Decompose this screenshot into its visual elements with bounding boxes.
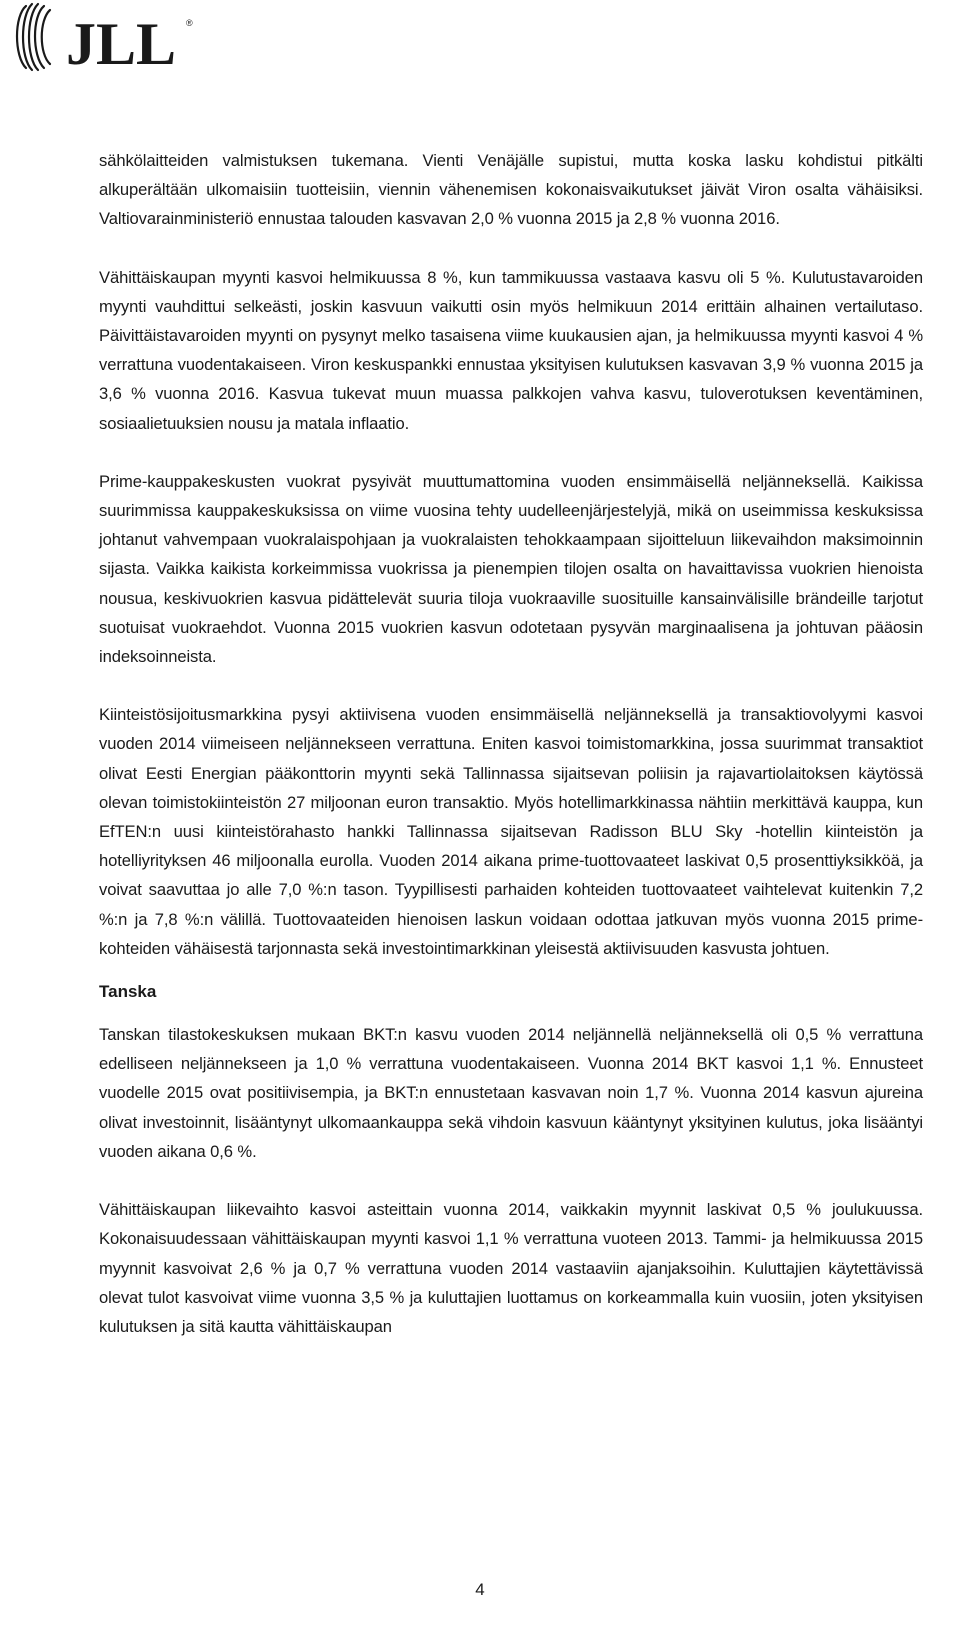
paragraph-viro-vahittaiskauppa: Vähittäiskaupan myynti kasvoi helmikuussa 8 %, kun tammikuussa vastaava kasvu oli 5 %. Kulutustavaroiden myynti vauhdittui selkeästi, joskin kasvuun vaikutti osin myös helmikuun 2014 erittäin alhainen vertailutaso. Päivittäistavaroiden myynti on pysynyt melko tasaisena viime kuukausien ajan, ja helmikuussa myynti kasvoi 4 % verrattuna vuodentakaiseen. Viron keskuspankki ennustaa yksityisen kulutuksen kasvavan 3,9 % vuonna 2015 ja 3,6 % vuonna 2016. Kasvua tukevat muun muassa palkkojen vahva kasvu, tuloverotuksen keventäminen, sosiaalietuuksien nousu ja matala inflaatio. [99,267,923,433]
paragraph-viro-kauppakeskukset: Prime-kauppakeskusten vuokrat pysyivät muuttumattomina vuoden ensimmäisellä neljänneksellä. Kaikissa suurimmissa kauppakeskuksissa on viime vuosina tehty uudelleenjärjestelyjä, mikä on useimmissa keskuksissa johtanut vahvempaan vuokralaispohjaan ja vuokralaisten tehokkaampaan sijoitteluun liikevaihdon maksimoinnin sijasta. Vaikka kaikista korkeimmissa vuokrissa ja pienempien tilojen osalta on havaittavissa vuokrien hienoista nousua, keskivuokrien kasvua pidättelevät suuria tiloja vuokraaville suosituille kansainvälisille brändeille tarjotut suotuisat vuokraehdot. Vuonna 2015 vuokrien kasvun odotetaan pysyvän marginaalisena ja johtuvan pääosin indeksoinneista. [99,471,923,667]
registered-mark: ® [186,18,193,28]
logo-wordmark: JLL [66,11,177,72]
paragraph-tanska-bkt: Tanskan tilastokeskuksen mukaan BKT:n kasvu vuoden 2014 neljännellä neljänneksellä oli 0,5 % verrattuna edelliseen neljännekseen ja 1,0 % verrattuna vuodentakaiseen. Vuonna 2014 BKT kasvoi 1,1 %. Ennusteet vuodelle 2015 ovat positiivisempia, ja BKT:n ennustetaan kasvavan noin 1,7 %. Vuonna 2014 kasvun ajureina olivat investoinnit, lisääntynyt ulkomaankauppa sekä vihdoin kasvuun kääntynyt yksityinen kulutus, joka lisääntyi vuoden aikana 0,6 %. [99,1025,923,1161]
page-number: 4 [475,1580,485,1599]
jll-logo-mark [6,2,196,72]
jll-logo [6,2,196,72]
document-body [99,146,923,1341]
paragraph-viro-sijoitusmarkkina: Kiinteistösijoitusmarkkina pysyi aktiivisena vuoden ensimmäisellä neljänneksellä ja transaktiovolyymi kasvoi vuoden 2014 viimeiseen neljännekseen verrattuna. Eniten kasvoi toimistomarkkina, jossa suurimmat transaktiot olivat Eesti Energian pääkonttorin myynti sekä Tallinnassa sijaitsevan poliisin ja rajavartiolaitoksen käytössä olevan toimistokiinteistön 27 miljoonan euron transaktio. Myös hotellimarkkinassa nähtiin merkittävä kauppa, kun EfTEN:n uusi kiinteistörahasto hankki Tallinnassa sijaitsevan Radisson BLU Sky -hotellin kiinteistön ja hotelliyrityksen 46 miljoonalla eurolla. Vuoden 2014 aikana prime-tuottovaateet laskivat 0,5 prosenttiyksikköä, ja voivat saavuttaa jo alle 7,0 %:n tason. Tyypillisesti parhaiden kohteiden tuottovaateet vaihtelevat kuitenkin 7,2 %:n ja 7,8 %:n välillä. Tuottovaateiden hienoisen laskun voidaan odottaa jatkuvan myös vuonna 2015 prime-kohteiden vähäisestä tarjonnasta sekä investointimarkkinan yleisestä aktiivisuuden kasvusta johtuen. [99,705,923,958]
section-heading-tanska: Tanska [99,982,157,1002]
paragraph-tanska-vahittaiskauppa: Vähittäiskaupan liikevaihto kasvoi asteittain vuonna 2014, vaikkakin myynnit laskivat 0,5 % joulukuussa. Kokonaisuudessaan vähittäiskaupan myynti kasvoi 1,1 % verrattuna vuoteen 2013. Tammi- ja helmikuussa 2015 myynnit kasvoivat 2,6 % ja 0,7 % verrattuna vuoden 2014 vastaaviin ajanjaksoihin. Kuluttajien käytettävissä olevat tulot kasvoivat viime vuonna 3,5 % ja kuluttajien luottamus on korkeammalla kuin vuosiin, joten yksityisen kulutuksen ja sitä kautta vähittäiskaupan [99,1200,923,1336]
paragraph-viro-vienti: sähkölaitteiden valmistuksen tukemana. Vienti Venäjälle supistui, mutta koska lasku kohdistui pitkälti alkuperältään ulkomaisiin tuotteisiin, viennin vähenemisen kokonaisvaikutukset jäivät Viron osalta vähäisiksi. Valtiovarainministeriö ennustaa talouden kasvavan 2,0 % vuonna 2015 ja 2,8 % vuonna 2016. [99,151,923,229]
